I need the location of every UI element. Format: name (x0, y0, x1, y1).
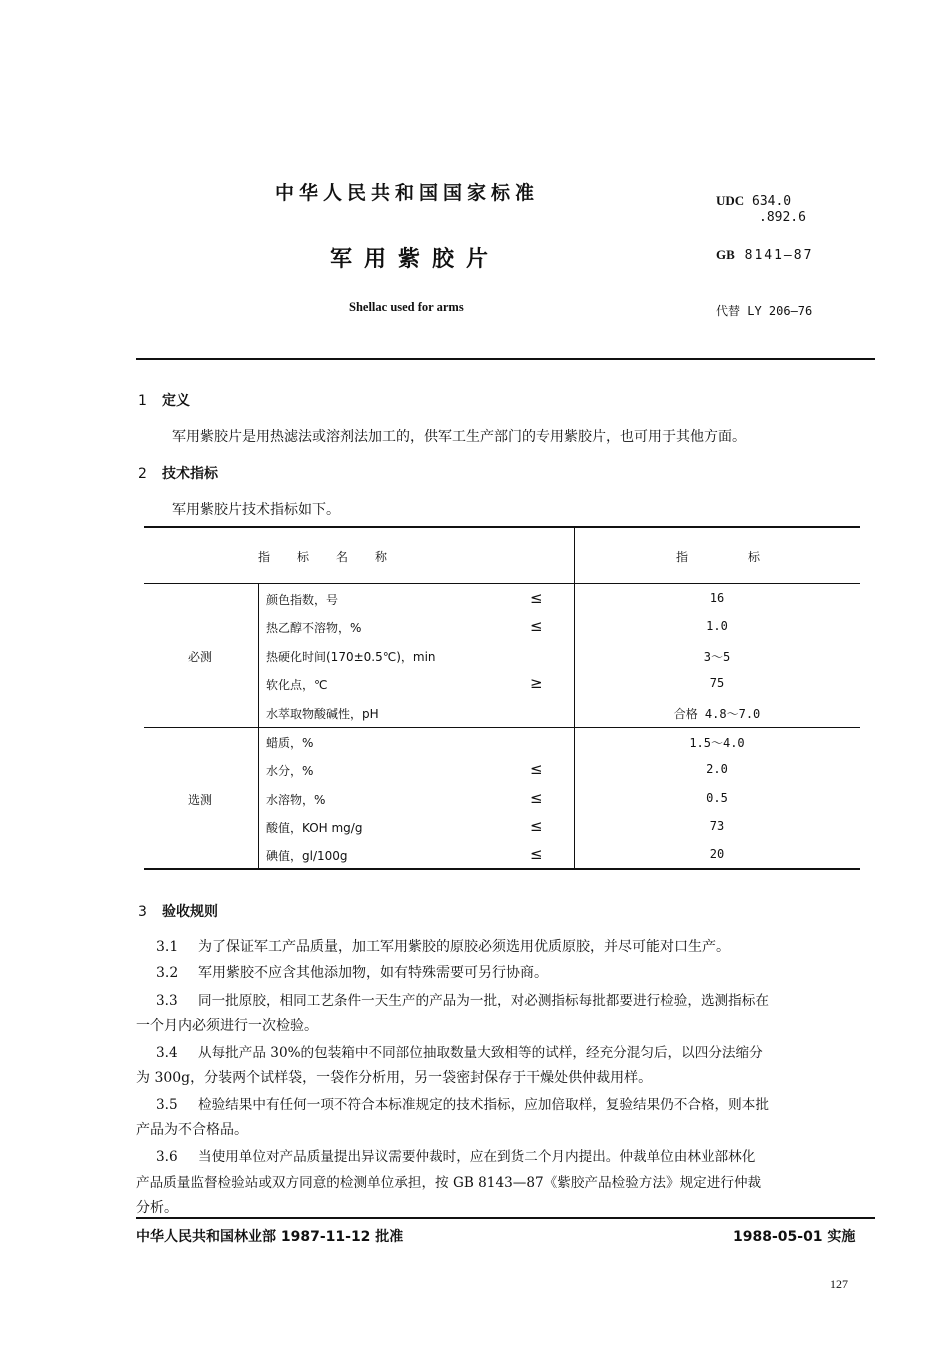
header-divider (136, 358, 875, 360)
section-number: 1 (138, 393, 147, 409)
table-row-symbol: ≤ (530, 789, 543, 807)
table-row-value: 合格 4.8～7.0 (673, 707, 761, 721)
section-label: 验收规则 (162, 904, 218, 920)
rule-number: 3.3 (156, 993, 178, 1009)
table-row-value: 75 (709, 676, 725, 690)
rule-3-1 (156, 936, 730, 956)
table-row-value: 2.0 (706, 762, 728, 776)
table-group-divider (258, 583, 259, 870)
section-label: 技术指标 (162, 466, 218, 482)
gb-number (716, 247, 813, 263)
gb-code: 8141—87 (744, 248, 814, 263)
section-1-text: 军用紫胶片是用热滤法或溶剂法加工的，供军工生产部门的专用紫胶片，也可用于其他方面。 (172, 429, 746, 445)
rule-number: 3.6 (156, 1149, 178, 1165)
rule-text: 从每批产品 30%的包装箱中不同部位抽取数量大致相等的试样，经充分混匀后，以四分法缩分 (198, 1045, 763, 1061)
table-row-name: 水溶物，% (266, 793, 326, 807)
group-optional-label: 选测 (188, 793, 213, 807)
effective-date: 1988-05-01 实施 (733, 1229, 856, 1245)
table-row-name: 水萃取物酸碱性，pH (266, 707, 379, 721)
group-required-label: 必测 (188, 650, 213, 664)
rule-3-3-cont: 一个月内必须进行一次检验。 (136, 1018, 318, 1034)
rule-3-5-cont: 产品为不合格品。 (136, 1122, 248, 1138)
rule-3-5 (156, 1093, 769, 1113)
rule-number: 3.2 (156, 965, 179, 981)
table-row-value: 73 (709, 819, 725, 833)
table-row-value: 1.5～4.0 (689, 736, 745, 750)
rule-3-4-cont: 为 300g，分装两个试样袋，一袋作分析用，另一袋密封保存于干燥处供仲裁用样。 (136, 1070, 653, 1086)
section-1-heading (138, 390, 190, 410)
page-number: 127 (830, 1277, 848, 1291)
table-top-rule (144, 526, 860, 528)
rule-text: 同一批原胶，相同工艺条件一天生产的产品为一批，对必测指标每批都要进行检验，选测指标在 (198, 993, 769, 1009)
rule-text: 军用紫胶不应含其他添加物，如有特殊需要可另行协商。 (198, 965, 548, 981)
rule-number: 3.4 (156, 1045, 178, 1061)
table-row-symbol: ≤ (530, 589, 543, 607)
standard-title: 中华人民共和国国家标准 (275, 182, 540, 204)
section-label: 定义 (162, 393, 190, 409)
table-row-name: 热乙醇不溶物，% (266, 621, 362, 635)
rule-text: 当使用单位对产品质量提出异议需要仲裁时，应在到货二个月内提出。仲裁单位由林业部林化 (198, 1149, 756, 1165)
table-bottom-rule (144, 868, 860, 870)
table-group-rule (144, 727, 860, 728)
approval-line: 中华人民共和国林业部 1987-11-12 批准 (136, 1229, 404, 1245)
table-row-name: 水分，% (266, 764, 314, 778)
gb-label: GB (716, 247, 735, 262)
table-header-rule (144, 583, 860, 584)
section-number: 2 (138, 466, 147, 482)
section-2-heading (138, 463, 218, 483)
table-row-value: 0.5 (706, 791, 728, 805)
udc-line-2: .892.6 (759, 210, 806, 225)
english-title: Shellac used for arms (349, 300, 464, 314)
section-3-heading (138, 901, 218, 921)
rule-number: 3.5 (156, 1097, 178, 1113)
document-title: 军用紫胶片 (330, 247, 501, 272)
table-row-name: 碘值，gl/100g (266, 849, 348, 863)
table-row-name: 酸值，KOH mg/g (266, 821, 363, 835)
rule-3-3 (156, 989, 769, 1009)
table-row-name: 热硬化时间(170±0.5℃)，min (266, 650, 436, 664)
udc-label: UDC (716, 193, 745, 208)
table-header-name: 指 标 名 称 (258, 550, 389, 564)
table-row-symbol: ≤ (530, 617, 543, 635)
table-row-value: 1.0 (706, 619, 728, 633)
rule-3-2 (156, 962, 548, 982)
table-row-name: 软化点，℃ (266, 678, 328, 692)
rule-text: 为了保证军工产品质量，加工军用紫胶的原胶必须选用优质原胶，并尽可能对口生产。 (198, 939, 730, 955)
udc-code (716, 193, 806, 226)
section-2-intro: 军用紫胶片技术指标如下。 (172, 502, 340, 518)
udc-line-1: 634.0 (752, 194, 792, 209)
rule-text: 检验结果中有任何一项不符合本标准规定的技术指标，应加倍取样，复验结果仍不合格，则本批 (198, 1097, 769, 1113)
rule-number: 3.1 (156, 939, 179, 955)
rule-3-4 (156, 1041, 763, 1061)
table-header-value: 指 标 (676, 550, 761, 564)
rule-3-6-cont: 产品质量监督检验站或双方同意的检测单位承担，按 GB 8143—87《紫胶产品检验方法》规定进行仲裁 (136, 1175, 762, 1191)
rule-3-6-cont-2: 分析。 (136, 1200, 178, 1216)
rule-3-6 (156, 1145, 755, 1165)
table-row-name: 颜色指数，号 (266, 593, 339, 607)
table-row-value: 16 (709, 591, 725, 605)
footer-divider (136, 1217, 875, 1219)
table-row-symbol: ≤ (530, 760, 543, 778)
replaces-standard: 代替 LY 206—76 (716, 304, 813, 318)
table-row-value: 3～5 (703, 650, 731, 664)
table-row-name: 蜡质，% (266, 736, 314, 750)
table-row-value: 20 (709, 847, 725, 861)
table-row-symbol: ≤ (530, 817, 543, 835)
table-row-symbol: ≤ (530, 845, 543, 863)
section-number: 3 (138, 904, 147, 920)
table-row-symbol: ≥ (530, 674, 543, 692)
